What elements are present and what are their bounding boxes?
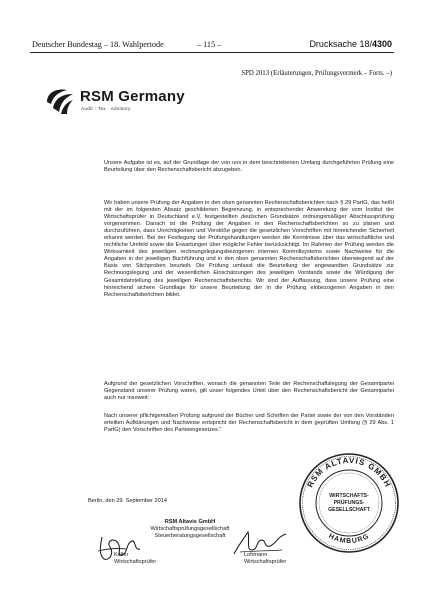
document-number-value: 4300 xyxy=(371,39,392,49)
rsm-logo-icon xyxy=(45,86,75,116)
header-rule xyxy=(30,52,394,53)
svg-text:RSM ALTAVIS GMBH: RSM ALTAVIS GMBH xyxy=(305,455,393,489)
signer-2-role: Wirtschaftsprüfer xyxy=(244,559,287,565)
svg-text:PRÜFUNGS-: PRÜFUNGS- xyxy=(333,500,365,506)
page-number: – 115 – xyxy=(197,40,222,49)
subheader: SPD 2013 (Erläuterungen, Prüfungsvermerk – Forts. –) xyxy=(241,70,392,77)
header-left: Deutscher Bundestag – 18. Wahlperiode xyxy=(32,40,164,49)
signer-2-name: Lohmann xyxy=(244,552,268,558)
firm-name: RSM Altavis GmbH xyxy=(164,519,216,525)
paragraph-4: Nach unserer pflichtgemäßen Prüfung aufgrund der Bücher und Schriften der Partei sowie der von den Vorständen erteilten Aufklärungen und Nachweise entspricht der Rechenschaftsbericht in dem geprüften Umfang (§ 29 Abs. 1 PartG) den Vorschriften des Parteiengesetzes." xyxy=(104,413,394,434)
signer-1-name: Koller xyxy=(114,552,129,558)
firm-type: Wirtschaftsprüfungsgesellschaft xyxy=(150,526,230,532)
signer-1-role: Wirtschaftsprüfer xyxy=(114,559,157,565)
svg-text:GESELLSCHAFT: GESELLSCHAFT xyxy=(328,507,370,513)
paragraph-3: Aufgrund der gesetzlichen Vorschriften, wonach die genannten Teile der Rechenschaftslegung der Gesamtpartei Gegenstand unserer Prüfung waren, gilt unser folgendes Urteil über den Rechenschaftsbericht der Gesamtpartei auch nur insoweit: xyxy=(104,381,394,402)
company-seal xyxy=(298,452,400,554)
svg-text:WIRTSCHAFTS-: WIRTSCHAFTS- xyxy=(329,493,369,499)
logo-name: RSM Germany xyxy=(80,88,185,105)
paragraph-2: Wir haben unsere Prüfung der Angaben in den oben genannten Rechenschaftsberichten nach § 29 PartG, das heißt mit der im folgenden Absatz geschilderten Begrenzung, in entsprechender Anwendung der vom Institut der Wirtschaftsprüfer in Deutschland e.V. festgestellten deutschen Grundsätze ordnungsmäßiger Abschlussprüfung vorgenommen. Danach ist die Prüfung der Angaben in den Rechenschaftsberichten so zu planen und durchzuführen, dass Unrichtigkeiten und Verstöße gegen die gesetzlichen Vorschriften mit hinreichender Sicherheit erkannt werden. Bei der Festlegung der Prüfungshandlungen werden die Kenntnisse über das wirtschaftliche und rechtliche Umfeld sowie die Erwartungen über mögliche Fehler berücksichtigt. Im Rahmen der Prüfung werden die Wirksamkeit des jeweiligen rechnungslegungsbezogenen internen Kontrollsystems sowie Nachweise für die Angaben in der jeweiligen Buchführung und in den oben genannten Rechenschaftsberichten überwiegend auf der Basis von Stichproben beurteilt. Die Prüfung umfasst die Beurteilung der angewandten Grundsätze zur Rechnungslegung und der wesentlichen Einschätzungen des jeweiligen Vorstands sowie die Würdigung der Gesamtdarstellung des jeweiligen Rechenschaftsberichts. Wir sind der Auffassung, dass unsere Prüfung eine hinreichend sichere Grundlage für unsere Beurteilung der in die Prüfung einbezogenen Angaben in den Rechenschaftsberichten bildet. xyxy=(104,200,394,298)
svg-text:HAMBURG: HAMBURG xyxy=(327,532,371,546)
document-number-prefix: Drucksache 18/ xyxy=(309,39,372,49)
document-number xyxy=(309,39,392,49)
logo-tagline: Audit · Tax · Advisory xyxy=(81,106,131,111)
paragraph-1: Unsere Aufgabe ist es, auf der Grundlage der von uns in dem beschriebenen Umfang durchgeführten Prüfung eine Beurteilung über den Rechenschaftsbericht abzugeben. xyxy=(104,160,394,174)
firm-type-2: Steuerberatungsgesellschaft xyxy=(154,533,226,539)
place-date: Berlin, den 29. September 2014 xyxy=(88,498,167,504)
